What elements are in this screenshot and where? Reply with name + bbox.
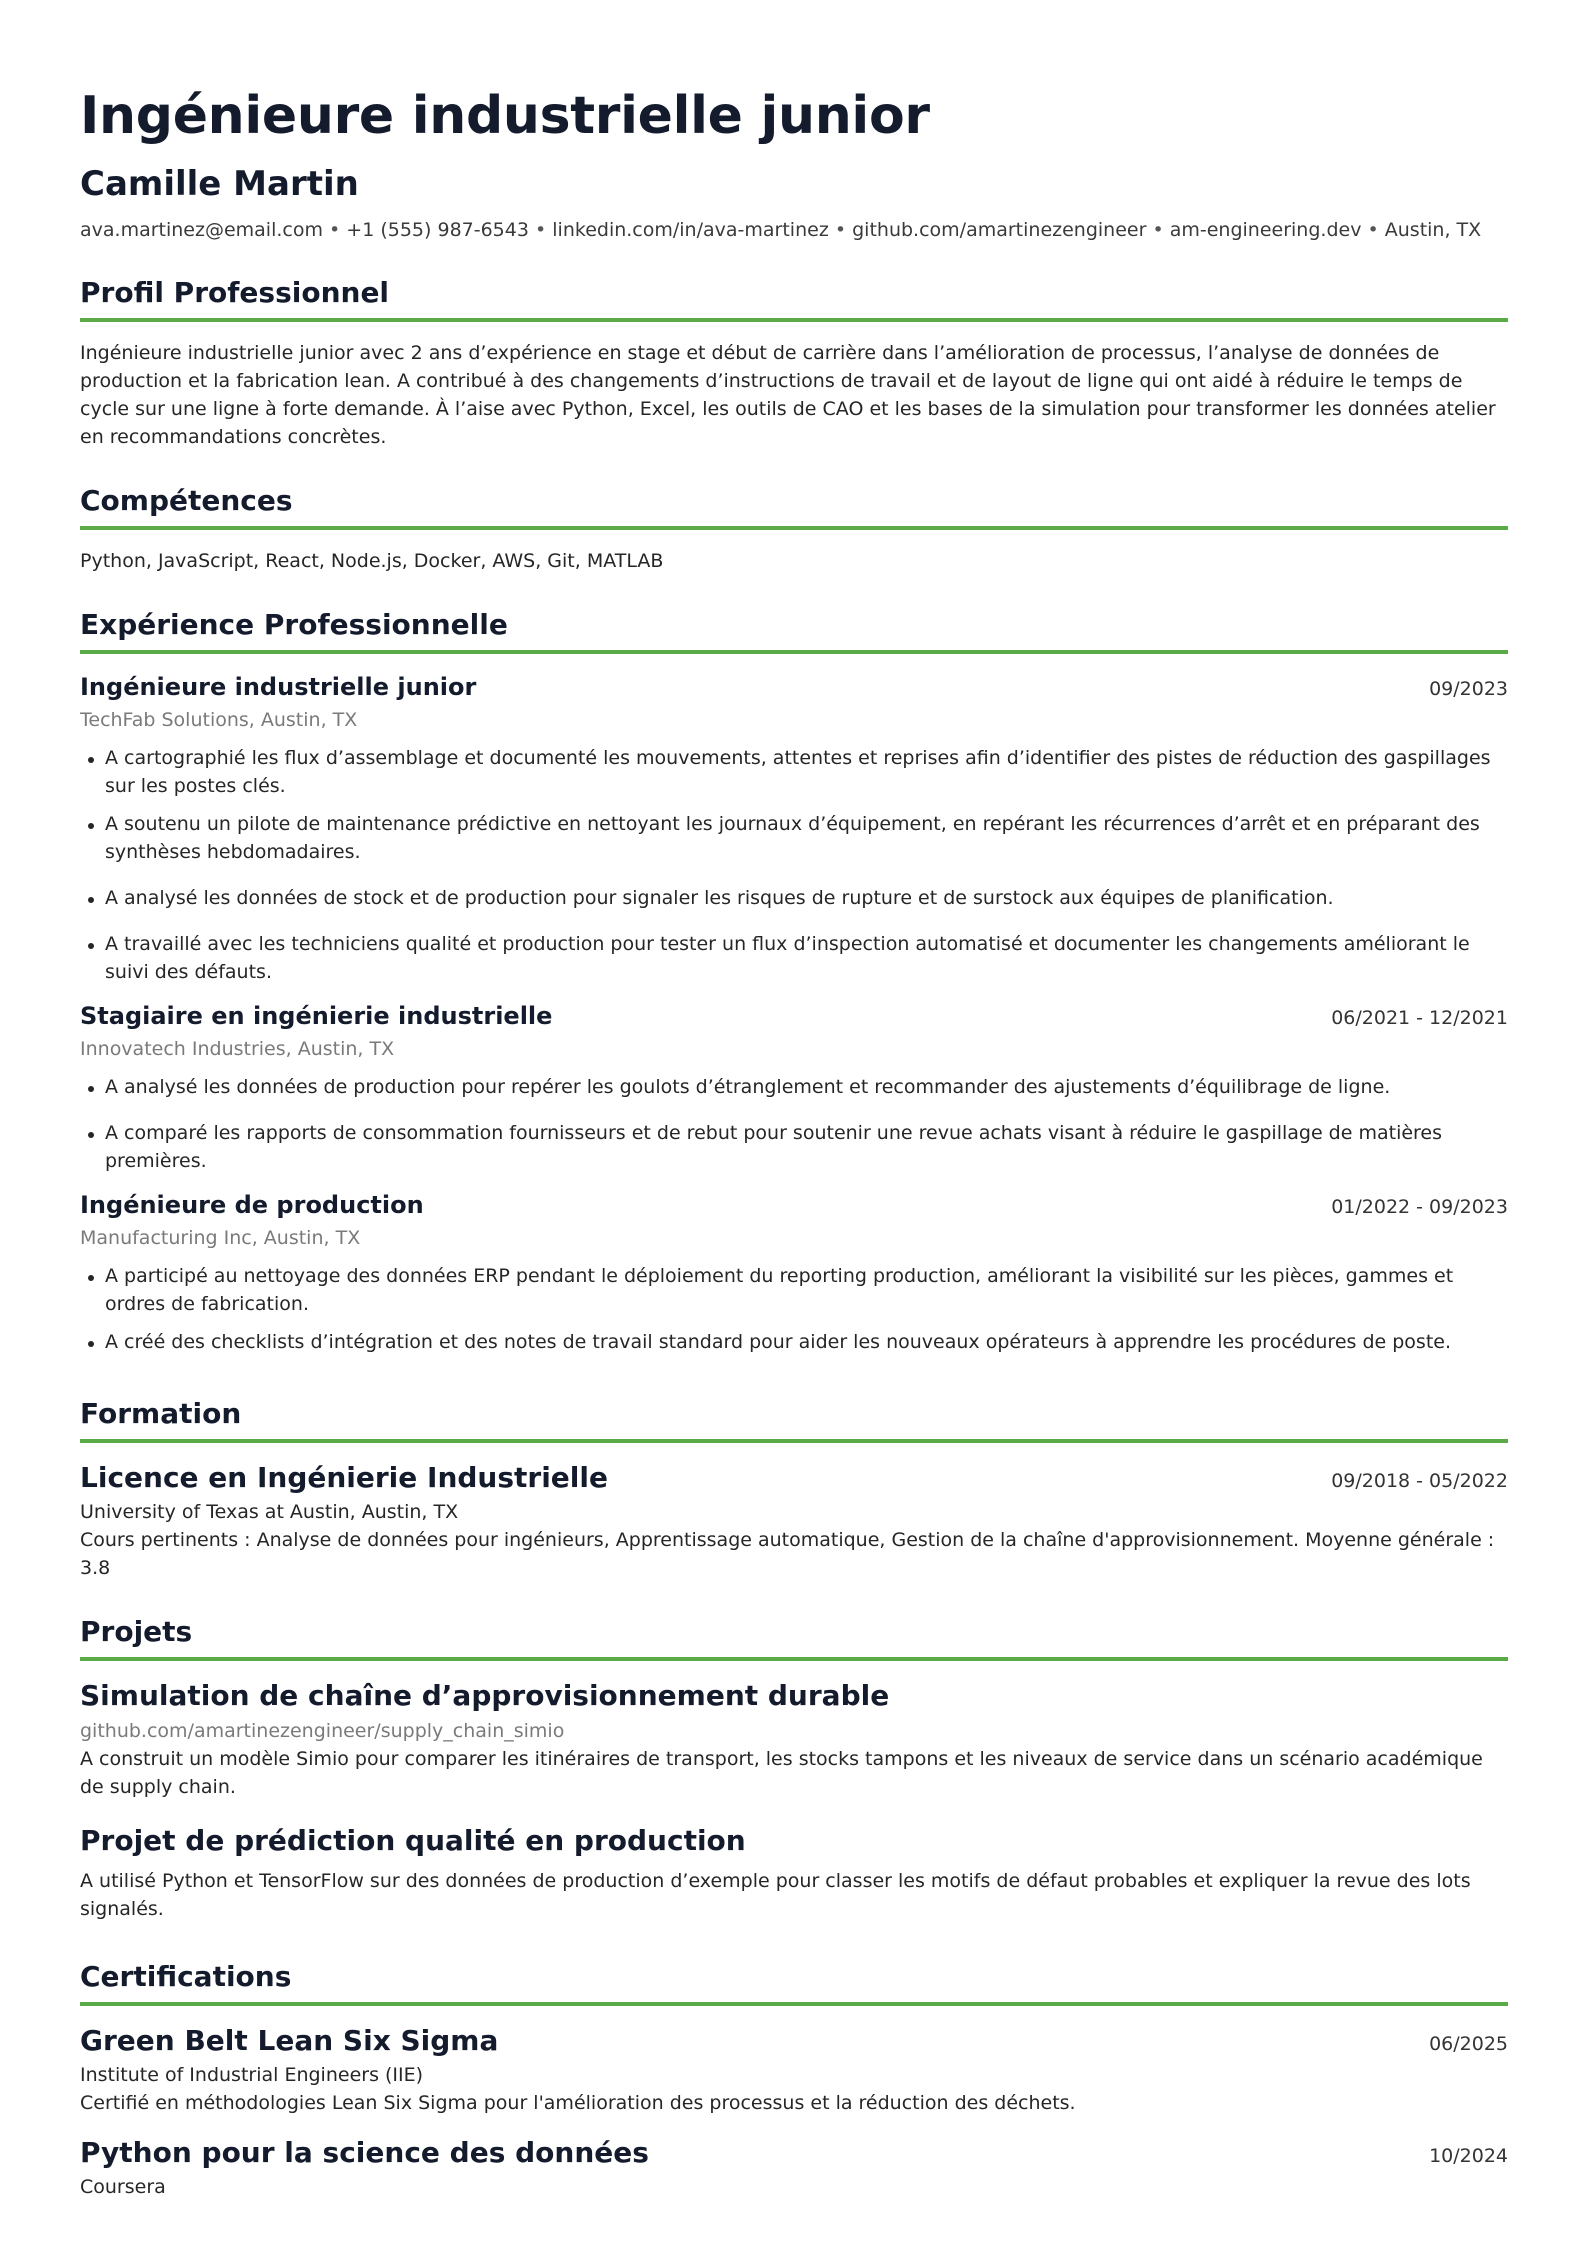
experience-company: TechFab Solutions, Austin, TX xyxy=(80,709,358,731)
bullet-item: A analysé les données de stock et de production pour signaler les risques de rupture et de surstock aux équipes de planification. xyxy=(80,884,1508,912)
job-title: Ingénieure industrielle junior xyxy=(80,86,930,146)
experience-bullets xyxy=(80,1073,1508,1175)
project-entry xyxy=(80,1823,1508,1923)
experience-date: 06/2021 - 12/2021 xyxy=(1331,1007,1508,1029)
education-section xyxy=(80,1396,1508,1582)
experience-date: 01/2022 - 09/2023 xyxy=(1331,1196,1508,1218)
experience-entry xyxy=(80,671,1508,986)
certification-issuer: Institute of Industrial Engineers (IIE) xyxy=(80,2064,424,2086)
contact-website[interactable]: am-engineering.dev xyxy=(1169,219,1362,241)
experience-section xyxy=(80,607,1508,1356)
experience-entry xyxy=(80,1000,1508,1175)
section-heading: Formation xyxy=(80,1396,1508,1443)
section-heading: Expérience Professionnelle xyxy=(80,607,1508,654)
contact-line xyxy=(80,217,1508,243)
contact-separator: • xyxy=(834,219,847,241)
experience-role: Ingénieure industrielle junior xyxy=(80,673,477,701)
experience-bullets xyxy=(80,1262,1508,1356)
experience-role: Ingénieure de production xyxy=(80,1191,424,1219)
bullet-item: A comparé les rapports de consommation fournisseurs et de rebut pour soutenir une revue achats visant à réduire le gaspillage de matières premières. xyxy=(80,1119,1508,1175)
candidate-name: Camille Martin xyxy=(80,164,359,204)
section-heading: Profil Professionnel xyxy=(80,275,1508,322)
education-date: 09/2018 - 05/2022 xyxy=(1331,1470,1508,1492)
certification-date: 06/2025 xyxy=(1429,2033,1508,2055)
experience-company: Manufacturing Inc, Austin, TX xyxy=(80,1227,361,1249)
section-heading: Certifications xyxy=(80,1959,1508,2006)
contact-separator: • xyxy=(1367,219,1379,241)
certification-entry xyxy=(80,2023,1508,2117)
contact-email[interactable]: ava.martinez@email.com xyxy=(80,219,323,241)
contact-github[interactable]: github.com/amartinezengineer xyxy=(852,219,1147,241)
certification-title: Python pour la science des données xyxy=(80,2136,649,2169)
contact-linkedin[interactable]: linkedin.com/in/ava-martinez xyxy=(552,219,829,241)
experience-entry xyxy=(80,1189,1508,1356)
contact-location: Austin, TX xyxy=(1384,219,1482,241)
project-link[interactable]: github.com/amartinezengineer/supply_chain_simio xyxy=(80,1720,565,1742)
bullet-item: A participé au nettoyage des données ERP pendant le déploiement du reporting production, améliorant la visibilité sur les pièces, gammes et ordres de fabrication. xyxy=(80,1262,1508,1318)
profile-summary: Ingénieure industrielle junior avec 2 ans d’expérience en stage et début de carrière dans l’amélioration de processus, l’analyse de données de production et la fabrication lean. A contribué à des changements d’instructions de travail et de layout de ligne qui ont aidé à réduire le temps de cycle sur une ligne à forte demande. À l’aise avec Python, Excel, les outils de CAO et les bases de la simulation pour transformer les données atelier en recommandations concrètes. xyxy=(80,342,1496,448)
bullet-item: A travaillé avec les techniciens qualité et production pour tester un flux d’inspection automatisé et documenter les changements améliorant le suivi des défauts. xyxy=(80,930,1508,986)
certifications-section xyxy=(80,1959,1508,2201)
resume-header xyxy=(80,84,1508,243)
certification-description: Certifié en méthodologies Lean Six Sigma pour l'amélioration des processus et la réduction des déchets. xyxy=(80,2092,1076,2114)
contact-separator: • xyxy=(535,219,547,241)
contact-separator: • xyxy=(329,219,341,241)
certification-date: 10/2024 xyxy=(1429,2145,1508,2167)
certification-entry xyxy=(80,2135,1508,2201)
experience-company: Innovatech Industries, Austin, TX xyxy=(80,1038,395,1060)
bullet-item: A créé des checklists d’intégration et des notes de travail standard pour aider les nouveaux opérateurs à apprendre les procédures de poste. xyxy=(80,1328,1508,1356)
bullet-item: A analysé les données de production pour repérer les goulots d’étranglement et recommander des ajustements d’équilibrage de ligne. xyxy=(80,1073,1508,1101)
education-school: University of Texas at Austin, Austin, TX xyxy=(80,1501,459,1523)
experience-role: Stagiaire en ingénierie industrielle xyxy=(80,1002,553,1030)
education-entry xyxy=(80,1460,1508,1582)
section-heading: Compétences xyxy=(80,483,1508,530)
skills-list: Python, JavaScript, React, Node.js, Docker, AWS, Git, MATLAB xyxy=(80,550,664,572)
project-title: Projet de prédiction qualité en production xyxy=(80,1824,746,1857)
bullet-item: A cartographié les flux d’assemblage et documenté les mouvements, attentes et reprises afin d’identifier des pistes de réduction des gaspillages sur les postes clés. xyxy=(80,744,1508,800)
section-heading: Projets xyxy=(80,1614,1508,1661)
experience-date: 09/2023 xyxy=(1429,678,1508,700)
project-title: Simulation de chaîne d’approvisionnement durable xyxy=(80,1679,890,1712)
experience-bullets xyxy=(80,744,1508,986)
skills-section xyxy=(80,483,1508,575)
profile-section xyxy=(80,275,1508,451)
education-degree: Licence en Ingénierie Industrielle xyxy=(80,1461,608,1494)
projects-section xyxy=(80,1614,1508,1923)
project-description: A utilisé Python et TensorFlow sur des données de production d’exemple pour classer les motifs de défaut probables et expliquer la revue des lots signalés. xyxy=(80,1870,1471,1920)
contact-separator: • xyxy=(1152,219,1164,241)
bullet-item: A soutenu un pilote de maintenance prédictive en nettoyant les journaux d’équipement, en repérant les récurrences d’arrêt et en préparant des synthèses hebdomadaires. xyxy=(80,810,1508,866)
certification-issuer: Coursera xyxy=(80,2176,166,2198)
project-entry xyxy=(80,1678,1508,1801)
certification-title: Green Belt Lean Six Sigma xyxy=(80,2024,499,2057)
education-details: Cours pertinents : Analyse de données pour ingénieurs, Apprentissage automatique, Gestion de la chaîne d'approvisionnement. Moyenne générale : 3.8 xyxy=(80,1529,1495,1579)
contact-phone[interactable]: +1 (555) 987-6543 xyxy=(346,219,529,241)
project-description: A construit un modèle Simio pour comparer les itinéraires de transport, les stocks tampons et les niveaux de service dans un scénario académique de supply chain. xyxy=(80,1748,1483,1798)
